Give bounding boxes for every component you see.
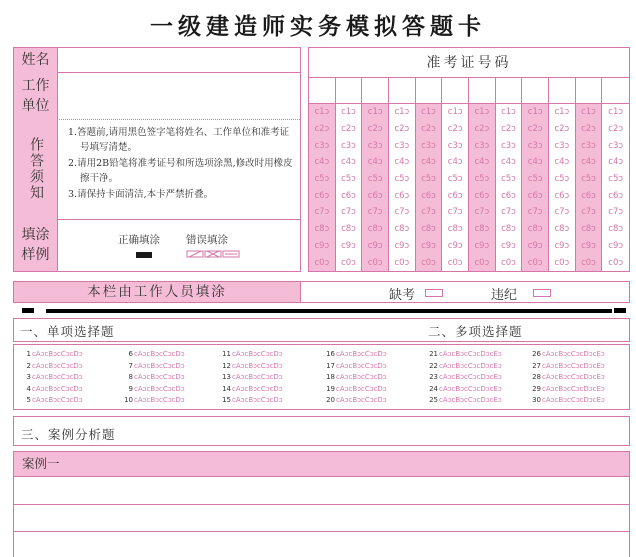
question-number: 1 [26, 350, 31, 358]
exam-id-bubble[interactable]: c9ↄ [341, 240, 356, 251]
exam-id-bubble[interactable]: c2ↄ [341, 124, 356, 135]
exam-id-bubble[interactable]: c8ↄ [581, 224, 596, 235]
answer-bubbles[interactable]: cAↄcBↄcCↄcDↄ [32, 384, 83, 393]
exam-id-bubble[interactable]: c9ↄ [501, 240, 516, 251]
question-row [122, 396, 185, 404]
answer-bubbles[interactable]: cAↄcBↄcCↄcDↄcEↄ [439, 384, 502, 393]
choice-header-frame [13, 318, 630, 342]
exam-id-bubble[interactable]: c0ↄ [501, 257, 516, 268]
answer-bubbles[interactable]: cAↄcBↄcCↄcDↄ [232, 361, 283, 370]
exam-id-bubble[interactable]: c3ↄ [501, 140, 516, 151]
exam-id-bubble[interactable]: c5ↄ [501, 174, 516, 185]
exam-id-bubble[interactable]: c2ↄ [314, 124, 330, 135]
exam-id-write-cell[interactable] [416, 78, 442, 104]
exam-id-bubble[interactable]: c6ↄ [394, 190, 410, 201]
exam-id-write-cell[interactable] [496, 78, 522, 104]
question-number: 14 [222, 384, 231, 393]
exam-id-bubble[interactable]: c7ↄ [447, 207, 463, 218]
exam-id-bubble[interactable]: c4ↄ [554, 157, 570, 168]
exam-id-write-cell[interactable] [549, 78, 575, 104]
answer-bubbles[interactable]: cAↄcBↄcCↄcDↄ [134, 373, 185, 381]
exam-id-bubble[interactable]: c4ↄ [447, 157, 463, 168]
question-number: 5 [26, 396, 31, 404]
question-number: 7 [128, 361, 133, 370]
question-row [324, 385, 387, 393]
exam-id-bubble[interactable]: c4ↄ [421, 157, 436, 168]
answer-bubbles[interactable]: cAↄcBↄcCↄcDↄcEↄ [542, 350, 605, 358]
exam-id-column [442, 78, 469, 271]
exam-id-write-cell[interactable] [522, 78, 548, 104]
wrong-sample-label: 错误填涂 [186, 234, 228, 246]
exam-id-bubble[interactable]: c6ↄ [447, 190, 463, 201]
exam-id-bubble[interactable]: c0ↄ [367, 257, 383, 268]
exam-id-bubble[interactable]: c3ↄ [608, 140, 624, 151]
exam-id-write-cell[interactable] [309, 78, 335, 104]
instructions [68, 125, 296, 203]
question-number: 25 [429, 396, 438, 404]
candidate-info-table [13, 47, 301, 272]
exam-id-bubble[interactable]: c8ↄ [474, 224, 490, 235]
exam-id-bubble[interactable]: c5ↄ [447, 174, 463, 185]
exam-id-bubble[interactable]: c3ↄ [367, 140, 383, 151]
question-number: 6 [128, 350, 133, 358]
question-number: 16 [326, 350, 335, 358]
answer-bubbles[interactable]: cAↄcBↄcCↄcDↄ [336, 396, 387, 404]
answer-bubbles[interactable]: cAↄcBↄcCↄcDↄ [336, 373, 387, 381]
exam-id-bubble[interactable]: c1ↄ [581, 107, 596, 118]
violation-label: 违纪 [491, 288, 518, 303]
choice-answer-grid [13, 344, 630, 410]
name-label: 姓名 [14, 48, 58, 72]
exam-id-bubble[interactable]: c7ↄ [341, 207, 356, 218]
exam-id-bubble[interactable]: c5ↄ [341, 174, 356, 185]
exam-id-bubble[interactable]: c7ↄ [394, 207, 410, 218]
exam-id-bubble[interactable]: c9ↄ [474, 240, 490, 251]
exam-id-bubble[interactable]: c8ↄ [527, 224, 543, 235]
exam-id-bubble[interactable]: c1ↄ [314, 107, 330, 118]
exam-id-bubble[interactable]: c5ↄ [394, 174, 410, 185]
exam-id-bubble[interactable]: c3ↄ [474, 140, 490, 151]
exam-id-title: 准考证号码 [309, 48, 629, 78]
exam-id-column [496, 78, 523, 271]
exam-id-bubble[interactable]: c6ↄ [581, 190, 596, 201]
exam-id-bubble[interactable]: c6ↄ [527, 190, 543, 201]
answer-bubbles[interactable]: cAↄcBↄcCↄcDↄ [232, 373, 283, 381]
question-row [530, 396, 605, 404]
exam-id-bubble[interactable]: c3ↄ [314, 140, 330, 151]
exam-id-write-cell[interactable] [576, 78, 602, 104]
exam-id-bubble[interactable]: c4ↄ [581, 157, 596, 168]
timing-bar [46, 309, 612, 313]
exam-id-bubble[interactable]: c0ↄ [341, 257, 356, 268]
question-row [530, 350, 605, 358]
question-row [324, 350, 387, 358]
question-number: 13 [222, 373, 231, 381]
exam-id-bubble[interactable]: c2ↄ [501, 124, 516, 135]
question-row [20, 350, 83, 358]
answer-bubbles[interactable]: cAↄcBↄcCↄcDↄ [232, 396, 283, 404]
staff-marks [301, 281, 630, 303]
exam-id-bubble[interactable]: c5ↄ [581, 174, 596, 185]
question-number: 29 [532, 384, 541, 393]
question-row [20, 373, 83, 381]
exam-id-bubble[interactable]: c6ↄ [341, 190, 356, 201]
correct-sample-label: 正确填涂 [118, 234, 160, 246]
exam-id-bubble[interactable]: c6ↄ [314, 190, 330, 201]
question-number: 30 [532, 396, 541, 404]
instruction-item: 2.请用2B铅笔将准考证号和所选项涂黑,修改时用橡皮擦干净。 [68, 158, 293, 184]
timing-mark [614, 308, 626, 313]
question-row [530, 362, 605, 370]
exam-id-bubble[interactable]: c4ↄ [394, 157, 410, 168]
answer-bubbles[interactable]: cAↄcBↄcCↄcDↄ [32, 350, 83, 358]
name-field[interactable] [58, 48, 300, 72]
exam-id-bubble[interactable]: c3ↄ [341, 140, 356, 151]
exam-id-bubble[interactable]: c7ↄ [314, 207, 330, 218]
exam-id-bubble[interactable]: c3ↄ [421, 140, 436, 151]
exam-id-bubble[interactable]: c2ↄ [394, 124, 410, 135]
question-row [427, 396, 502, 404]
exam-id-bubble[interactable]: c1ↄ [554, 107, 570, 118]
exam-id-bubble[interactable]: c0ↄ [581, 257, 596, 268]
question-row [324, 362, 387, 370]
question-number: 24 [429, 384, 438, 393]
unit-field[interactable] [58, 72, 300, 119]
case-section-header [13, 416, 630, 446]
exam-id-bubble[interactable]: c5ↄ [367, 174, 383, 185]
exam-id-bubble[interactable]: c0ↄ [474, 257, 490, 268]
exam-id-bubble[interactable]: c0ↄ [394, 257, 410, 268]
exam-id-bubble[interactable]: c6ↄ [554, 190, 570, 201]
exam-id-bubble[interactable]: c2ↄ [527, 124, 543, 135]
answer-bubbles[interactable]: cAↄcBↄcCↄcDↄ [232, 350, 283, 358]
exam-id-bubble[interactable]: c1ↄ [608, 107, 624, 118]
answer-bubbles[interactable]: cAↄcBↄcCↄcDↄ [32, 373, 83, 381]
exam-id-bubble[interactable]: c1ↄ [394, 107, 410, 118]
wrong-fill-marks [186, 249, 240, 259]
absent-checkbox[interactable] [425, 289, 443, 297]
exam-id-bubble[interactable]: c2ↄ [474, 124, 490, 135]
exam-id-write-cell[interactable] [336, 78, 362, 104]
exam-id-bubble[interactable]: c5ↄ [554, 174, 570, 185]
exam-id-bubble[interactable]: c9ↄ [314, 240, 330, 251]
exam-id-bubble[interactable]: c2ↄ [581, 124, 596, 135]
exam-id-bubble[interactable]: c0ↄ [554, 257, 570, 268]
exam-id-bubble[interactable]: c8ↄ [447, 224, 463, 235]
exam-id-bubble[interactable]: c9ↄ [608, 240, 624, 251]
exam-id-bubble[interactable]: c7ↄ [367, 207, 383, 218]
exam-id-column [389, 78, 416, 271]
answer-bubbles[interactable]: cAↄcBↄcCↄcDↄ [134, 384, 185, 393]
exam-id-bubble[interactable]: c6ↄ [421, 190, 436, 201]
answer-bubbles[interactable]: cAↄcBↄcCↄcDↄ [336, 384, 387, 393]
exam-id-bubble[interactable]: c4ↄ [527, 157, 543, 168]
exam-id-bubble[interactable]: c5ↄ [314, 174, 330, 185]
question-number: 28 [532, 373, 541, 381]
exam-id-bubble[interactable]: c9ↄ [581, 240, 596, 251]
exam-id-bubble[interactable]: c5ↄ [474, 174, 490, 185]
correct-fill-mark [136, 252, 152, 258]
question-number: 10 [124, 396, 133, 404]
question-row [427, 350, 502, 358]
exam-id-bubble[interactable]: c4ↄ [341, 157, 356, 168]
question-number: 18 [326, 373, 335, 381]
exam-id-bubble[interactable]: c2ↄ [608, 124, 624, 135]
question-number: 15 [222, 396, 231, 404]
exam-id-bubble[interactable]: c7ↄ [501, 207, 516, 218]
exam-id-write-cell[interactable] [469, 78, 495, 104]
exam-id-column [309, 78, 336, 271]
exam-id-bubble[interactable]: c8ↄ [501, 224, 516, 235]
exam-id-bubble[interactable]: c1ↄ [527, 107, 543, 118]
exam-id-bubble[interactable]: c7ↄ [608, 207, 624, 218]
question-number: 21 [429, 350, 438, 358]
question-row [530, 385, 605, 393]
exam-id-bubble[interactable]: c1ↄ [501, 107, 516, 118]
exam-id-bubble[interactable]: c3ↄ [527, 140, 543, 151]
exam-id-bubble[interactable]: c7ↄ [527, 207, 543, 218]
exam-id-bubble[interactable]: c0ↄ [421, 257, 436, 268]
exam-id-bubble[interactable]: c7ↄ [474, 207, 490, 218]
exam-id-column [602, 78, 629, 271]
exam-id-bubble[interactable]: c6ↄ [501, 190, 516, 201]
question-number: 8 [128, 373, 133, 381]
exam-id-bubble[interactable]: c7ↄ [554, 207, 570, 218]
exam-id-bubble[interactable]: c2ↄ [554, 124, 570, 135]
exam-id-bubble[interactable]: c5ↄ [608, 174, 624, 185]
question-row [220, 385, 283, 393]
exam-id-column [522, 78, 549, 271]
exam-id-bubble[interactable]: c4ↄ [314, 157, 330, 168]
answer-line [13, 504, 630, 505]
question-number: 3 [26, 373, 31, 381]
exam-id-bubble[interactable]: c6ↄ [474, 190, 490, 201]
exam-id-bubble[interactable]: c8ↄ [394, 224, 410, 235]
staff-only-bar: 本栏由工作人员填涂 [13, 281, 301, 303]
exam-id-write-cell[interactable] [442, 78, 468, 104]
exam-id-bubble[interactable]: c2ↄ [367, 124, 383, 135]
case-heading: 三、案例分析题 [21, 427, 116, 442]
exam-id-bubble[interactable]: c1ↄ [474, 107, 490, 118]
exam-id-write-cell[interactable] [389, 78, 415, 104]
exam-id-bubble[interactable]: c8ↄ [314, 224, 330, 235]
exam-id-bubble[interactable]: c8ↄ [554, 224, 570, 235]
exam-id-bubble[interactable]: c3ↄ [581, 140, 596, 151]
exam-id-bubble[interactable]: c4ↄ [501, 157, 516, 168]
unit-label: 工作单位 [14, 72, 58, 119]
answer-bubbles[interactable]: cAↄcBↄcCↄcDↄ [134, 396, 185, 404]
question-row [122, 385, 185, 393]
answer-bubbles[interactable]: cAↄcBↄcCↄcDↄ [232, 384, 283, 393]
exam-id-bubble[interactable]: c8ↄ [341, 224, 356, 235]
question-row [324, 396, 387, 404]
exam-id-bubble[interactable]: c5ↄ [527, 174, 543, 185]
exam-id-bubble[interactable]: c5ↄ [421, 174, 436, 185]
exam-id-write-cell[interactable] [602, 78, 629, 104]
question-row [530, 373, 605, 381]
exam-id-bubble[interactable]: c1ↄ [341, 107, 356, 118]
question-number: 17 [326, 361, 335, 370]
exam-id-bubble[interactable]: c2ↄ [421, 124, 436, 135]
answer-bubbles[interactable]: cAↄcBↄcCↄcDↄ [134, 361, 185, 370]
exam-id-column [549, 78, 576, 271]
case-one-answer-area[interactable] [13, 477, 630, 557]
question-row [220, 350, 283, 358]
question-number: 2 [26, 361, 31, 370]
sample-label: 填涂样例 [14, 219, 58, 271]
question-row [220, 396, 283, 404]
exam-id-bubble[interactable]: c3ↄ [554, 140, 570, 151]
instruction-item: 3.请保持卡面清洁,本卡严禁折叠。 [68, 189, 214, 200]
exam-id-column [576, 78, 603, 271]
question-row [122, 350, 185, 358]
exam-id-write-cell[interactable] [362, 78, 388, 104]
answer-bubbles[interactable]: cAↄcBↄcCↄcDↄ [336, 361, 387, 370]
question-number: 26 [532, 350, 541, 358]
question-row [427, 385, 502, 393]
question-row [20, 385, 83, 393]
exam-id-bubble[interactable]: c1ↄ [447, 107, 463, 118]
page-title: 一级建造师实务模拟答题卡 [150, 13, 486, 40]
answer-bubbles[interactable]: cAↄcBↄcCↄcDↄ [32, 396, 83, 404]
question-row [220, 373, 283, 381]
single-choice-heading: 一、单项选择题 [20, 324, 115, 339]
absent-label: 缺考 [389, 288, 416, 303]
question-number: 20 [326, 396, 335, 404]
exam-id-column [416, 78, 443, 271]
multi-choice-heading: 二、多项选择题 [428, 324, 523, 339]
question-number: 22 [429, 361, 438, 370]
exam-id-bubble[interactable]: c4ↄ [608, 157, 624, 168]
exam-id-bubble[interactable]: c0ↄ [527, 257, 543, 268]
exam-id-bubble[interactable]: c0ↄ [447, 257, 463, 268]
question-number: 12 [222, 361, 231, 370]
answer-bubbles[interactable]: cAↄcBↄcCↄcDↄcEↄ [542, 361, 605, 370]
exam-id-bubble[interactable]: c7ↄ [581, 207, 596, 218]
exam-id-bubble[interactable]: c9ↄ [447, 240, 463, 251]
exam-id-column [469, 78, 496, 271]
exam-id-bubble[interactable]: c9ↄ [527, 240, 543, 251]
answer-bubbles[interactable]: cAↄcBↄcCↄcDↄ [32, 361, 83, 370]
question-row [220, 362, 283, 370]
question-row [122, 373, 185, 381]
notes-label: 作答须知 [14, 119, 58, 219]
exam-id-bubble[interactable]: c9ↄ [554, 240, 570, 251]
exam-id-bubble[interactable]: c9ↄ [394, 240, 410, 251]
exam-id-bubble[interactable]: c4ↄ [474, 157, 490, 168]
answer-bubbles[interactable]: cAↄcBↄcCↄcDↄcEↄ [439, 361, 502, 370]
exam-id-bubble[interactable]: c3ↄ [394, 140, 410, 151]
question-number: 11 [222, 350, 231, 358]
exam-id-grid [308, 47, 630, 272]
exam-id-bubble[interactable]: c2ↄ [447, 124, 463, 135]
case-one-bar: 案例一 [13, 451, 630, 477]
exam-id-column [362, 78, 389, 271]
question-number: 4 [26, 384, 31, 393]
question-row [427, 373, 502, 381]
exam-id-bubble[interactable]: c0ↄ [608, 257, 624, 268]
answer-bubbles[interactable]: cAↄcBↄcCↄcDↄcEↄ [542, 396, 605, 404]
exam-id-bubble[interactable]: c8ↄ [367, 224, 383, 235]
question-row [427, 362, 502, 370]
answer-line [13, 531, 630, 532]
exam-id-bubble[interactable]: c9ↄ [367, 240, 383, 251]
answer-bubbles[interactable]: cAↄcBↄcCↄcDↄ [336, 350, 387, 358]
question-row [324, 373, 387, 381]
exam-id-bubble[interactable]: c7ↄ [421, 207, 436, 218]
answer-bubbles[interactable]: cAↄcBↄcCↄcDↄcEↄ [439, 373, 502, 381]
question-number: 9 [128, 384, 133, 393]
violation-checkbox[interactable] [533, 289, 551, 297]
exam-id-bubble[interactable]: c6ↄ [608, 190, 624, 201]
answer-bubbles[interactable]: cAↄcBↄcCↄcDↄcEↄ [439, 350, 502, 358]
answer-bubbles[interactable]: cAↄcBↄcCↄcDↄcEↄ [542, 384, 605, 393]
exam-id-bubble[interactable]: c6ↄ [367, 190, 383, 201]
exam-id-bubble[interactable]: c1ↄ [421, 107, 436, 118]
exam-id-bubble[interactable]: c8ↄ [421, 224, 436, 235]
exam-id-bubble[interactable]: c4ↄ [367, 157, 383, 168]
answer-bubbles[interactable]: cAↄcBↄcCↄcDↄcEↄ [542, 373, 605, 381]
exam-id-bubble[interactable]: c8ↄ [608, 224, 624, 235]
question-row [20, 396, 83, 404]
exam-id-bubble[interactable]: c3ↄ [447, 140, 463, 151]
question-row [20, 362, 83, 370]
instruction-item: 1.答题前,请用黑色签字笔将姓名、工作单位和准考证号填写清楚。 [68, 127, 290, 153]
exam-id-bubble[interactable]: c1ↄ [367, 107, 383, 118]
answer-bubbles[interactable]: cAↄcBↄcCↄcDↄcEↄ [439, 396, 502, 404]
exam-id-bubble[interactable]: c0ↄ [314, 257, 330, 268]
answer-bubbles[interactable]: cAↄcBↄcCↄcDↄ [134, 350, 185, 358]
question-number: 23 [429, 373, 438, 381]
exam-id-bubble[interactable]: c9ↄ [421, 240, 436, 251]
question-number: 27 [532, 361, 541, 370]
question-row [122, 362, 185, 370]
question-number: 19 [326, 384, 335, 393]
exam-id-column [336, 78, 363, 271]
timing-mark [22, 308, 34, 313]
